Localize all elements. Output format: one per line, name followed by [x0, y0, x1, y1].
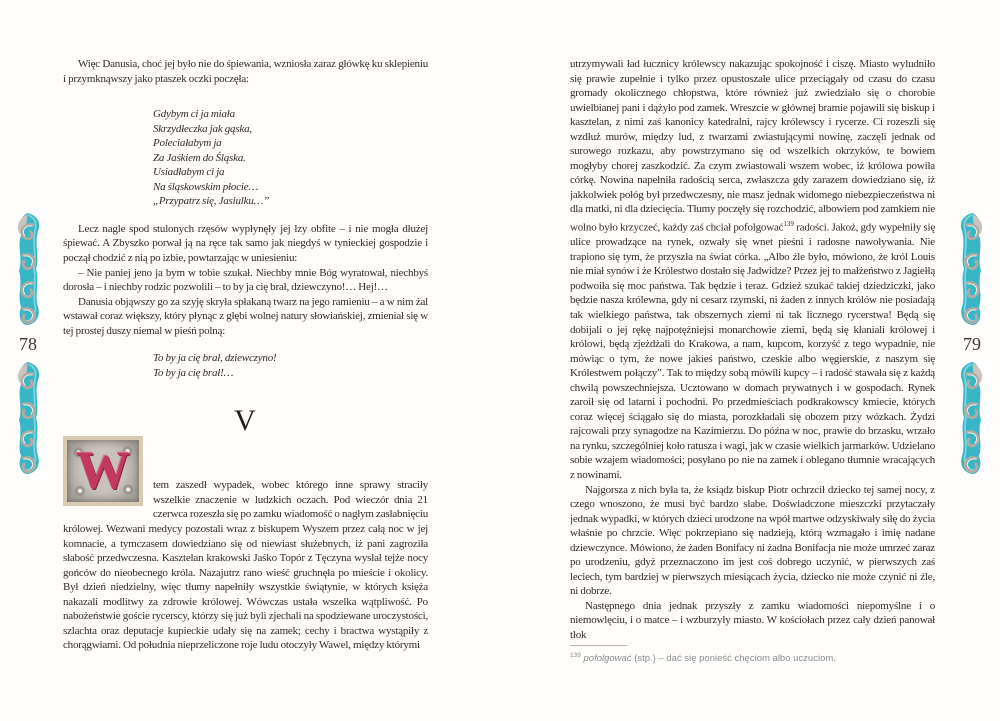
paragraph-text: radości. Jakoż, gdy wypełniły się ulice prowadzące na rynek, ozwały się wnet pieśni i radosne nawoływania. Nie trapiono się tym, że przyszła na świat córka. „Albo źle było, mówiono, że król Louis nie miał synów i że Królestwo dostało się Jadwidze? Przez jej to małżeństwo z Jagiełłą podwoiła się moc państwa. Tak będzie i teraz. Gdzież szukać takiej dziedziczki, jako będzie nasza królewna, gdy ni cesarz rzymski, ni żaden z innych królów nie posiadają tak wielkiego państwa, tak obszernych ziemi ni tak licznego rycerstwa! Będą się dobijali o jej rękę najpotężniejsi monarchowie ziemi, będą się kłaniali królowej i królowi, będą zjeżdżali do Krakowa, a nam, kupcom, korzyść z tego wypadnie, nie mówiąc o tym, że nowe jakieś państwo, czeskie albo węgierskie, z naszym się Królestwem połączy”. Tak to między sobą mówili kupcy – i radość stawała się z każdą chwilą powszechniejsza. Ucztowano w domach prywatnych i w gospodach. Rynek zaroił się od latarni i pochodni. Po przedmieściach podkrakowscy kmiecie, których coraz więcej ściągało się do miasta, porozkładali się obozem przy wózkach. Żydzi rajcowali przy synagodze na Kazimierzu. Do późna w noc, prawie do brzasku, wrzało na rynku, szczególniej koło ratusza i wagi, jak w czasie wielkich jarmarków. Udzielano sobie wzajem wiadomości; posyłano po nie na zamek i oblegano tłumnie wracających z nowinami.: [570, 221, 935, 481]
paragraph-text: tem zaszedł wypadek, wobec którego inne sprawy straciły wszelkie znaczenie w ludzkich oczach. Pod wieczór dnia 21 czerwca rozeszła się po zamku wiadomość o nagłym zasłabnięciu królowej. Wezwani medycy pozostali wraz z biskupem Wyszem przez całą noc w jej komnacie, a tymczasem dowiedziano się od niewiast służebnych, iż pani zagroziła słabość przedwczesna. Kasztelan krakowski Jaśko Topór z Tęczyna wysłał tejże nocy gońców do nieobecnego króla. Nazajutrz rano wieść gruchnęła po mieście i okolicy. Był dzień niedzielny, więc tłumy napełniły wszystkie świątynie, w których księża nakazali modlitwy za zdrowie królowej. Wówczas ustała wszelka wątpliwość. Po nabożeństwie goście rycerscy, którzy się już byli zjechali na spodziewane uroczystości, szlachta oraz deputacje kupieckie udały się na zamek; cechy i bractwa wystąpiły z chorągwiami. Od południa nieprzeliczone roje ludu otoczyły Wawel, między którymi: [63, 479, 428, 652]
paragraph: Danusia objąwszy go za szyję skryła spłakaną twarz na jego ramieniu – a w nim żal wstawał coraz większy, który płynąc z głębi wolnej natury słowiańskiej, zmieniał się w tej prostej duszy niemal w pieśń polną:: [63, 295, 428, 337]
drop-cap-letter: W: [76, 440, 130, 501]
page-right-text: [570, 0, 935, 643]
footnote-marker: 139: [570, 652, 581, 659]
verse-line: Usiadłabym ci ja: [153, 166, 225, 179]
floral-ornament-icon: [955, 360, 989, 476]
dialogue-paragraph: – Nie paniej jeno ja bym w tobie szukał. Niechby mnie Bóg wyratował, niechbyś dorosła – i niechby rodzic pozwolili – to by ja cię brał, dziewczyno!… Hej!…: [63, 266, 428, 294]
floral-ornament-icon: [955, 211, 989, 327]
left-margin: [8, 211, 48, 476]
verse-line: Skrzydłeczka jak gąska,: [153, 122, 252, 135]
page-right: [570, 0, 935, 643]
footnote-divider: [570, 645, 627, 646]
verse-line: Gdybym ci ja miała: [153, 108, 235, 121]
page-number-right: 79: [963, 334, 981, 354]
paragraph: Więc Danusia, choć jej było nie do śpiewania, wzniosła zaraz główkę ku sklepieniu i przymknąwszy jako ptaszek oczki poczęła:: [63, 58, 428, 85]
paragraph: Lecz nagle spod stulonych rzęsów wypłynęły jej łzy obfite – i nie mogła dłużej śpiewać. A Zbyszko porwał ją na ręce tak samo jak niegdyś w tynieckiej gospodzie i począł chodzić z nią po izbie, powtarzając w uniesieniu:: [63, 222, 428, 265]
paragraph: [570, 57, 935, 483]
verse-line: Za Jaśkiem do Śląska.: [153, 151, 246, 164]
verse-block: [153, 107, 428, 209]
footnote-text: [570, 650, 935, 665]
page-number-left: 78: [19, 334, 37, 354]
verse-line: To by ja cię brał!…: [153, 366, 234, 379]
floral-ornament-icon: [11, 211, 45, 327]
footnote: [570, 645, 935, 665]
footnote-definition: (stp.) – dać się ponieść chęciom albo uczuciom.: [631, 653, 836, 665]
floral-ornament-icon: [11, 360, 45, 476]
verse-line: „Przypatrz się, Jasiulku…”: [153, 195, 270, 208]
verse-line: To by ja cię brał, dziewczyno!: [153, 352, 277, 365]
footnote-term: pofolgować: [583, 653, 632, 665]
verse-block: [153, 351, 428, 380]
illuminated-drop-cap: [63, 436, 143, 506]
right-margin: [952, 211, 992, 476]
paragraph: Najgorsza z nich była ta, że ksiądz biskup Piotr ochrzcił dziecko tej samej nocy, z czego wnoszono, że musi być bardzo słabe. Doświadczone mieszczki przytaczały jednak wypadki, w których dzieci urodzone na wpół martwe odzyskiwały siłę do życia właśnie po chrzcie. Więc pokrzepiano się nadzieją, którą wzmagało i imię nadane dziewczynce. Mówiono, że żaden Bonifacy ni żadna Bonifacja nie może umrzeć zaraz po urodzeniu, gdyż przeznaczono im jest coś dobrego uczynić, w pierwszych zaś leciech, tym bardziej w pierwszych miesiącach życia, dziecko nie może czynić ni źle, ni dobrze.: [570, 483, 935, 598]
verse-line: Na śląskowskim płocie…: [153, 180, 258, 193]
chapter-opening-paragraph: [63, 440, 428, 653]
page-left-text: [63, 0, 428, 700]
chapter-heading: V: [234, 404, 257, 438]
page-left: [63, 0, 428, 700]
paragraph: Następnego dnia jednak przyszły z zamku wiadomości niepomyślne i o niemowlęciu, i o matce – i wzburzyły miasto. W kościołach przez cały dzień panował tłok: [570, 599, 935, 641]
footnote-reference: 139: [783, 220, 794, 229]
verse-line: Poleciałabym ja: [153, 137, 222, 150]
paragraph-text: utrzymywali ład łucznicy królewscy nakazując spokojność i ciszę. Miasto wyludniło się prawie zupełnie i tylko przez opustoszałe ulice przeciągały od czasu do czasu gromady okolicznego chłopstwa, które również już zwiedziało się o chorobie uwielbianej pani i dążyło pod zamek. Wreszcie w głównej bramie pojawili się biskup i kasztelan, z nimi zaś kanonicy katedralni, rajcy królewscy i rycerze. Ci rozeszli się wzdłuż murów, między lud, z twarzami zwiastującymi nowinę, zaczęli jednak od surowego rozkazu, aby powstrzymano się od wszelkich okrzyków, te bowiem mogłyby chorej zaszkodzić. Za czym zwiastowali wszem wobec, iż królowa powiła córkę. Nowina napełniła radością serca, zwłaszcza gdy zarazem dowiedziano się, iż jakkolwiek połóg był przedwczesny, nie masz jednak widomego niebezpieczeństwa ni dla matki, ni dla dziecięcia. Tłumy poczęły się rozchodzić, albowiem pod zamkiem nie wolno było krzyczeć, każdy zaś chciał pofolgować: [570, 58, 935, 234]
